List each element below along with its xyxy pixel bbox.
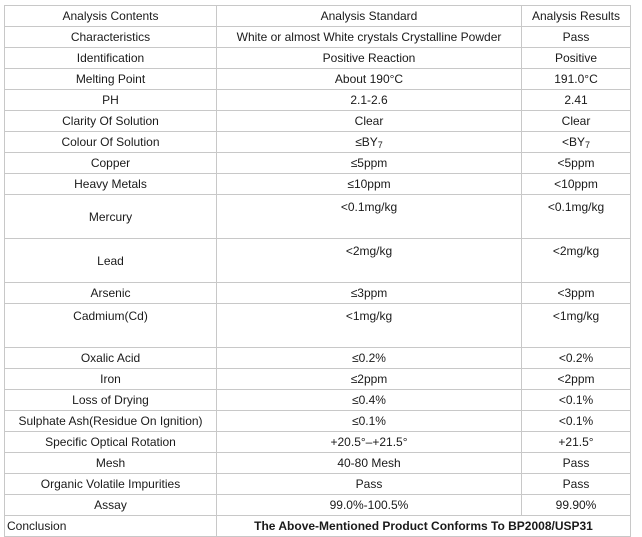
result-cell: Positive (522, 48, 631, 69)
standard-cell: White or almost White crystals Crystalline Powder (217, 27, 522, 48)
table-header-row (5, 6, 631, 27)
result-cell: <1mg/kg (522, 304, 631, 348)
content-cell: Organic Volatile Impurities (5, 474, 217, 495)
standard-subscript: 7 (377, 140, 383, 150)
conclusion-row (5, 516, 631, 537)
content-cell: PH (5, 90, 217, 111)
content-cell: Copper (5, 153, 217, 174)
standard-cell: ≤10ppm (217, 174, 522, 195)
content-cell: Specific Optical Rotation (5, 432, 217, 453)
content-cell: Iron (5, 369, 217, 390)
content-cell: Clarity Of Solution (5, 111, 217, 132)
table-row (5, 283, 631, 304)
content-cell: Identification (5, 48, 217, 69)
result-cell: <5ppm (522, 153, 631, 174)
table-row (5, 239, 631, 283)
result-cell: <2mg/kg (522, 239, 631, 283)
result-cell: 2.41 (522, 90, 631, 111)
content-cell: Oxalic Acid (5, 348, 217, 369)
table-row (5, 453, 631, 474)
standard-cell: ≤0.2% (217, 348, 522, 369)
result-cell: Clear (522, 111, 631, 132)
standard-cell: 2.1-2.6 (217, 90, 522, 111)
result-cell: <0.1% (522, 390, 631, 411)
result-cell: <0.1% (522, 411, 631, 432)
result-cell: <0.2% (522, 348, 631, 369)
content-cell: Sulphate Ash(Residue On Ignition) (5, 411, 217, 432)
standard-cell: ≤0.4% (217, 390, 522, 411)
standard-cell: Clear (217, 111, 522, 132)
content-cell: Arsenic (5, 283, 217, 304)
result-subscript: 7 (585, 140, 591, 150)
table-row (5, 348, 631, 369)
conclusion-label: Conclusion (5, 516, 217, 537)
result-cell: +21.5° (522, 432, 631, 453)
table-row (5, 369, 631, 390)
content-cell: Assay (5, 495, 217, 516)
standard-cell (217, 132, 522, 153)
content-cell: Mercury (5, 195, 217, 239)
column-header-standard: Analysis Standard (217, 6, 522, 27)
standard-base: ≤BY (355, 135, 378, 149)
conclusion-text: The Above-Mentioned Product Conforms To BP2008/USP31 (217, 516, 631, 537)
standard-cell: <2mg/kg (217, 239, 522, 283)
table-row (5, 390, 631, 411)
table-row (5, 27, 631, 48)
analysis-table (4, 5, 631, 537)
content-cell: Cadmium(Cd) (5, 304, 217, 348)
table-row (5, 474, 631, 495)
table-row (5, 48, 631, 69)
table-row (5, 69, 631, 90)
standard-cell: 40-80 Mesh (217, 453, 522, 474)
standard-cell: +20.5°–+21.5° (217, 432, 522, 453)
column-header-results: Analysis Results (522, 6, 631, 27)
table-row (5, 111, 631, 132)
result-cell: <10ppm (522, 174, 631, 195)
standard-cell: Positive Reaction (217, 48, 522, 69)
standard-cell: <0.1mg/kg (217, 195, 522, 239)
standard-cell: ≤0.1% (217, 411, 522, 432)
result-cell: <2ppm (522, 369, 631, 390)
result-cell (522, 132, 631, 153)
standard-cell: Pass (217, 474, 522, 495)
table-row (5, 304, 631, 348)
content-cell: Melting Point (5, 69, 217, 90)
result-cell: 99.90% (522, 495, 631, 516)
standard-cell: ≤5ppm (217, 153, 522, 174)
table-row (5, 132, 631, 153)
standard-cell: ≤2ppm (217, 369, 522, 390)
table-row (5, 195, 631, 239)
content-cell: Heavy Metals (5, 174, 217, 195)
analysis-document (4, 5, 631, 537)
result-cell: <3ppm (522, 283, 631, 304)
result-cell: 191.0°C (522, 69, 631, 90)
standard-cell: 99.0%-100.5% (217, 495, 522, 516)
content-cell: Mesh (5, 453, 217, 474)
standard-cell: <1mg/kg (217, 304, 522, 348)
table-row (5, 411, 631, 432)
table-row (5, 174, 631, 195)
result-cell: Pass (522, 474, 631, 495)
content-cell: Colour Of Solution (5, 132, 217, 153)
table-row (5, 432, 631, 453)
content-cell: Lead (5, 239, 217, 283)
result-cell: Pass (522, 27, 631, 48)
result-cell: Pass (522, 453, 631, 474)
standard-cell: ≤3ppm (217, 283, 522, 304)
content-cell: Characteristics (5, 27, 217, 48)
column-header-contents: Analysis Contents (5, 6, 217, 27)
standard-cell: About 190°C (217, 69, 522, 90)
result-cell: <0.1mg/kg (522, 195, 631, 239)
result-base: <BY (561, 135, 585, 149)
table-row (5, 90, 631, 111)
content-cell: Loss of Drying (5, 390, 217, 411)
table-row (5, 153, 631, 174)
table-row (5, 495, 631, 516)
